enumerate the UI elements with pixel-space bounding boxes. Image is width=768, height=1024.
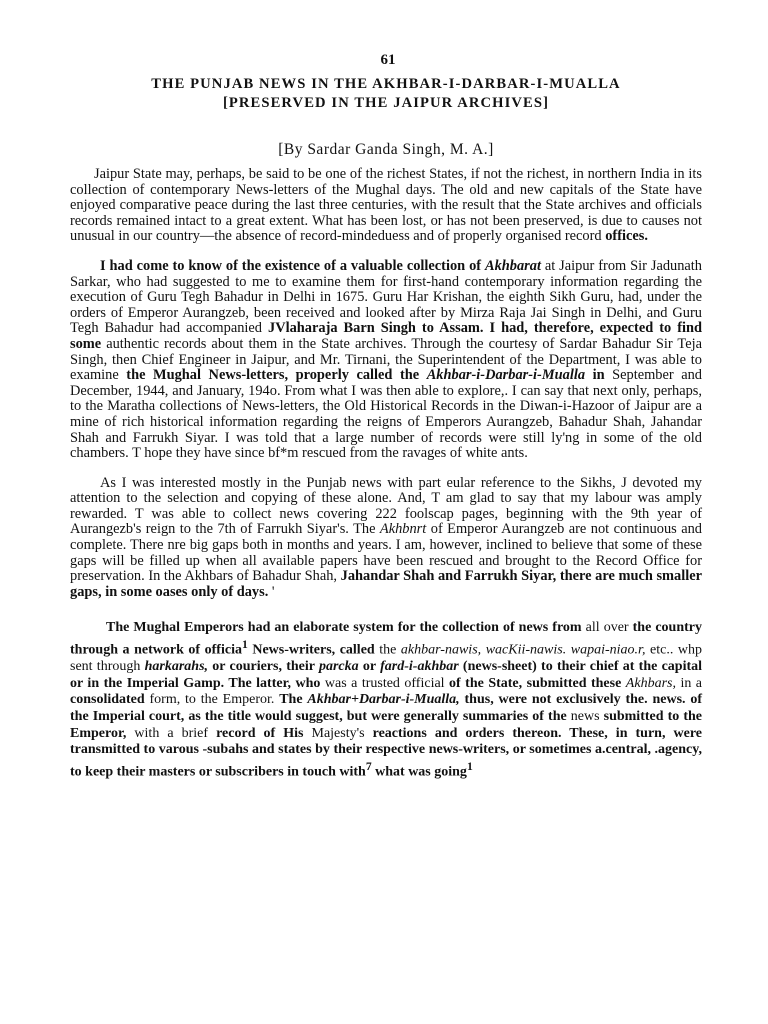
text-run: in a [675, 675, 703, 691]
text-run: reactions and orders thereon. These, in turn, were transmitted to varous -subahs and states by their respective news-writers, or sometimes a.central, .agency, to keep their masters or subscribers in touch with [70, 725, 703, 780]
paragraph-4 [70, 620, 702, 781]
text-run: what was going [371, 764, 467, 780]
paragraph-1-bold-end: offices. [605, 228, 648, 245]
paragraph-1-text: Jaipur State may, perhaps, be said to be one of the richest States, if not the richest, in northern India in its collection of contemporary News-letters of the Mughal days. The old and new capitals of the State have enjoyed comparative peace during the last three centuries, with the result that the State archives and officials records remained intact to a great extent. What has been lost, or has not been preserved, is due to causes not unusual in our country—the absence of record-mindeduess and of properly organised record [70, 166, 702, 245]
text-run: at Jaipur from Sir Jadunath Sarkar, who had suggested to me to examine them for first-hand contemporary information regarding the execution of Guru Tegh Bahadur in Delhi in 1675. Guru Har Krishan, the eighth Sikh Guru, had, under the orders of Emperor Aurangzeb, been received and looked after by Mirza Raja Jai Singh in Delhi, and Guru Tegh Bahadur had accompanied [70, 257, 702, 337]
paragraph-1 [70, 167, 702, 245]
title-line-1: THE PUNJAB NEWS IN THE AKHBAR-I-DARBAR-I-MUALLA [151, 76, 621, 92]
text-run: parcka [318, 659, 359, 675]
text-run: Akhbar-i-Darbar-i-Mualla [426, 367, 586, 384]
text-run: The Mughal Emperors had an elaborate system for the collection of news from [106, 620, 582, 636]
text-run: record of His [216, 725, 304, 741]
text-run: (news-sheet) to their chief at the capital or in the Imperial Gamp. The latter, who [70, 659, 703, 691]
superscript-mark: 7 [365, 759, 372, 773]
text-run: harkarahs, [144, 659, 209, 675]
superscript-mark: 1 [241, 638, 248, 652]
text-run: of Emperor Aurangzeb are not continuous and complete. There nre big gaps both in months and years. I am, however, inclined to believe that some of these gaps will be filled up when all available papers have been rescued and brought to the Record Office for preservation. In the Akhbars of Bahadur Shah, [70, 521, 702, 585]
superscript-mark: 1 [466, 759, 473, 773]
text-run: the [374, 642, 401, 658]
text-run: JVlaharaja Barn Singh to Assam. I had, therefore, expected to find some [70, 320, 702, 352]
text-run: etc.. whp sent through [70, 642, 702, 675]
text-run: Akhbars, [625, 675, 676, 691]
text-run: news [566, 709, 604, 725]
text-run: As I was interested mostly in the Punjab news with part eular reference to the Sikhs, J devoted my attention to the selection and copying of these alone. And, T am glad to say that my labour was amply rewarded. T was able to collect news covering 222 foolscap pages, beginning with the 9th year of Aurangezb's reign to the 7th of Farrukh Siyar's. The [70, 474, 702, 538]
text-run: Majesty's [303, 725, 373, 741]
text-run: was a trusted official [320, 675, 450, 691]
text-run: News-writers, called [247, 642, 375, 658]
text-run: submitted to the Emperor, [70, 709, 702, 741]
article-title [70, 75, 702, 113]
text-run: with a brief [126, 725, 217, 741]
text-run: fard-i-akhbar [380, 659, 459, 675]
paragraph-2 [70, 259, 702, 462]
text-run: form, to the Emperor. [144, 692, 280, 708]
text-run: consolidated [70, 692, 145, 708]
author-byline: [By Sardar Ganda Singh, M. A.] [278, 141, 494, 158]
text-run: in [585, 367, 605, 384]
text-run: all over [581, 620, 633, 636]
text-run: Akhbarat [484, 257, 541, 274]
text-run: authentic records about them in the State archives. Through the courtesy of Sardar Bahadur Sir Teja Singh, then Chief Engineer in Jaipur, and Mr. Tirnani, the Superintendent of the Department, I was able to examine [70, 335, 702, 384]
text-run: Jahandar Shah and Farrukh Siyar, there are much smaller gaps, in some oases only of days. [70, 568, 702, 600]
paragraph-3 [70, 476, 702, 601]
text-run: the Mughal News-letters, properly called the [126, 367, 427, 384]
text-run: September and December, 1944, and January, 194o. From what I was then able to explore,. I can say that next only, perhaps, to the Maratha collections of News-letters, the Old Historical Records in the Diwan-i-Hazoor of Jaipur are a mine of rich historical information regarding the reigns of Emperors Aurangzeb, Bahadur Shah, Jahandar Shah and Farrukh Siyar. I was told that a large number of records were still ly'ng in some of the old chambers. T hope they have since bf*m rescued from the ravages of white ants. [70, 367, 703, 462]
text-run: The [279, 692, 308, 708]
text-run: akhbar-nawis, wacKii-nawis. wapai-niao.r, [400, 642, 646, 658]
text-run: or [358, 659, 381, 675]
title-line-2: [PRESERVED IN THE JAIPUR ARCHIVES] [222, 95, 550, 111]
text-run: the country through a network of officia [70, 620, 703, 658]
text-run: Akhbar+Darbar-i-Mualla, [307, 692, 460, 708]
text-run: of the State, submitted these [449, 675, 626, 691]
page-number: 61 [380, 52, 396, 68]
text-run: I had come to know of the existence of a valuable collection of [100, 257, 485, 274]
text-run: thus, were not exclusively the. news. of the Imperial court, as the title would suggest, but were generally summaries of the [70, 692, 702, 725]
text-run: ' [268, 583, 275, 600]
text-run: or couriers, their [208, 659, 319, 675]
text-run: Akhbnrt [379, 521, 427, 538]
